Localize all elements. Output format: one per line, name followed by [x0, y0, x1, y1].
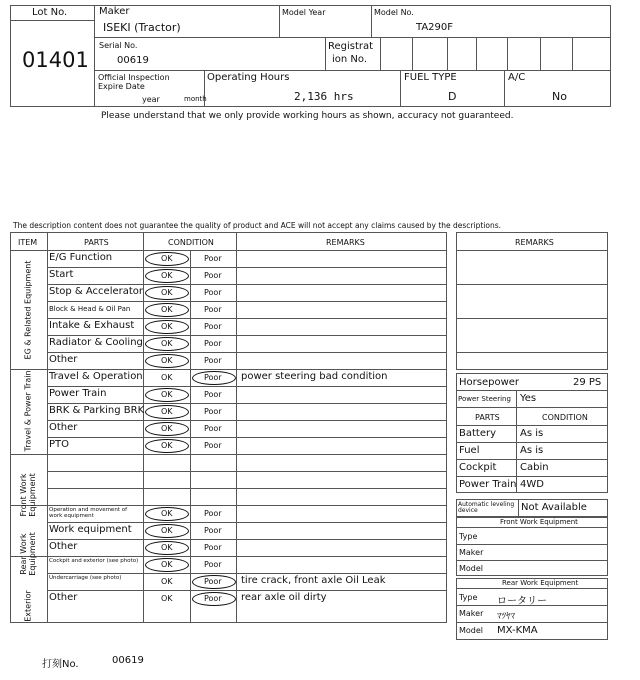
divider: [47, 232, 48, 623]
divider: [10, 250, 447, 251]
divider: [456, 622, 608, 623]
divider: [456, 407, 608, 408]
ok-label: OK: [161, 407, 173, 416]
ok-circle-mark: [145, 388, 189, 402]
divider: [507, 37, 508, 70]
cockpit-label: Cockpit: [459, 462, 497, 473]
row-divider: [47, 522, 447, 523]
row-divider: [47, 573, 447, 574]
poor-label: Poor: [204, 322, 222, 331]
row-divider: [47, 437, 447, 438]
row-divider: [47, 539, 447, 540]
row-divider: [10, 369, 447, 370]
horsepower-value: 29 PS: [573, 377, 602, 388]
rear-model-label: Model: [459, 626, 484, 635]
ok-label: OK: [161, 373, 173, 382]
divider: [504, 70, 505, 107]
poor-circle-mark: [192, 575, 236, 589]
front-model-label: Model: [459, 564, 484, 573]
divider: [456, 425, 608, 426]
divider: [94, 5, 95, 107]
ok-label: OK: [161, 322, 173, 331]
divider: [456, 284, 608, 285]
divider: [456, 588, 608, 589]
row-part: BRK & Parking BRK: [49, 405, 145, 416]
ok-label: OK: [161, 356, 173, 365]
ok-label: OK: [161, 509, 173, 518]
row-part: Block & Head & Oil Pan: [49, 305, 131, 313]
month-label: month: [184, 95, 207, 103]
poor-label: Poor: [204, 441, 222, 450]
ok-label: OK: [161, 390, 173, 399]
divider: [371, 5, 372, 37]
divider: [456, 459, 608, 460]
rear-maker-label: Maker: [459, 609, 484, 618]
serial-label: Serial No.: [99, 41, 138, 50]
divider: [143, 232, 144, 623]
ok-label: OK: [161, 254, 173, 263]
group-rear-work: Rear Work Equipment: [19, 532, 37, 576]
ok-label: OK: [161, 560, 173, 569]
inspection-label-1: Official Inspection: [98, 73, 170, 82]
poor-label: Poor: [204, 288, 222, 297]
divider: [279, 5, 280, 37]
registration-label-1: Registrat: [328, 41, 374, 52]
row-divider: [47, 471, 447, 472]
poor-label: Poor: [204, 509, 222, 518]
rear-type-value: ロータリー: [497, 596, 547, 607]
ok-label: OK: [161, 441, 173, 450]
poor-label: Poor: [204, 424, 222, 433]
front-work-header: Front Work Equipment: [500, 518, 578, 526]
row-part: Cockpit and exterior (see photo): [49, 558, 139, 564]
hours-label: Operating Hours: [207, 72, 290, 83]
row-divider: [10, 505, 447, 506]
front-type-label: Type: [459, 532, 478, 541]
ok-circle-mark: [145, 558, 189, 572]
divider: [572, 37, 573, 70]
ok-label: OK: [161, 577, 173, 586]
condition-header: CONDITION: [542, 413, 588, 422]
auto-leveling-value: Not Available: [521, 502, 587, 513]
horsepower-label: Horsepower: [459, 377, 520, 388]
power-train-value: 4WD: [520, 479, 544, 490]
group-eg-related: EG & Related Equipment: [23, 260, 33, 360]
col-item-header: ITEM: [18, 238, 38, 247]
divider: [94, 37, 611, 38]
row-divider: [47, 403, 447, 404]
ok-label: OK: [161, 305, 173, 314]
divider: [456, 352, 608, 353]
power-train-label: Power Train: [459, 479, 517, 490]
registration-label-2: ion No.: [332, 54, 368, 65]
group-exterior: Exterior: [23, 590, 33, 622]
row-divider: [10, 556, 447, 557]
divider: [476, 37, 477, 70]
ok-label: OK: [161, 339, 173, 348]
ok-label: OK: [161, 424, 173, 433]
row-part: Power Train: [49, 388, 107, 399]
lot-label: Lot No.: [32, 7, 68, 18]
serial-value: 00619: [117, 55, 149, 66]
divider: [400, 70, 401, 107]
row-part: Work equipment: [49, 524, 132, 535]
divider: [10, 20, 94, 21]
divider: [94, 70, 611, 71]
divider: [518, 499, 519, 517]
ok-label: OK: [161, 526, 173, 535]
ok-circle-mark: [145, 320, 189, 334]
group-travel-power: Travel & Power Train: [23, 370, 33, 452]
ac-value: No: [552, 90, 567, 103]
hours-value: 2,136 hrs: [294, 90, 354, 103]
stamp-value: 00619: [112, 655, 144, 666]
ok-circle-mark: [145, 286, 189, 300]
divider: [456, 560, 608, 561]
group-front-work: Front Work Equipment: [19, 473, 37, 517]
divider: [325, 37, 326, 70]
hours-note: Please understand that we only provide working hours as shown, accuracy not guaranteed.: [101, 111, 514, 121]
right-remarks-header: REMARKS: [515, 238, 554, 247]
ok-circle-mark: [145, 303, 189, 317]
divider: [447, 37, 448, 70]
parts-header: PARTS: [475, 413, 500, 422]
poor-label: Poor: [204, 594, 222, 603]
row-divider: [47, 335, 447, 336]
ac-label: A/C: [508, 72, 526, 83]
row-part: Other: [49, 592, 78, 603]
poor-label: Poor: [204, 407, 222, 416]
row-part: Stop & Accelerator: [49, 286, 144, 297]
inspection-label-2: Expire Date: [98, 82, 145, 91]
power-steering-label: Power Steering: [458, 395, 511, 403]
poor-label: Poor: [204, 373, 222, 382]
row-part: Intake & Exhaust: [49, 320, 135, 331]
row-part: Other: [49, 541, 78, 552]
divider: [456, 544, 608, 545]
divider: [540, 37, 541, 70]
poor-label: Poor: [204, 526, 222, 535]
poor-circle-mark: [192, 592, 236, 606]
fuel-label-right: Fuel: [459, 445, 480, 456]
divider: [516, 390, 517, 493]
divider: [380, 37, 381, 70]
row-part: Undercarriage (see photo): [49, 575, 122, 581]
model-no-label: Model No.: [374, 8, 414, 17]
ok-label: OK: [161, 271, 173, 280]
ok-circle-mark: [145, 422, 189, 436]
maker-label: Maker: [99, 6, 130, 17]
ok-circle-mark: [145, 439, 189, 453]
row-divider: [47, 301, 447, 302]
model-year-label: Model Year: [282, 8, 326, 17]
row-divider: [47, 488, 447, 489]
rear-model-value: MX-KMA: [497, 625, 538, 636]
ok-circle-mark: [145, 252, 189, 266]
disclaimer: The description content does not guarantee the quality of product and ACE will not accept any claims caused by the descriptions.: [13, 221, 502, 230]
ok-label: OK: [161, 288, 173, 297]
ok-circle-mark: [145, 524, 189, 538]
ok-circle-mark: [145, 405, 189, 419]
row-part: Radiator & Cooling: [49, 337, 143, 348]
maker-value: ISEKI (Tractor): [103, 21, 181, 34]
battery-label: Battery: [459, 428, 497, 439]
row-divider: [47, 267, 447, 268]
row-divider: [47, 590, 447, 591]
ok-circle-mark: [145, 337, 189, 351]
row-divider: [10, 454, 447, 455]
poor-label: Poor: [204, 254, 222, 263]
col-remarks-header: REMARKS: [326, 238, 365, 247]
poor-label: Poor: [204, 305, 222, 314]
row-part: PTO: [49, 439, 70, 450]
row-remark: rear axle oil dirty: [241, 592, 327, 603]
model-no-value: TA290F: [416, 22, 454, 33]
auto-leveling-label: Automatic leveling device: [458, 501, 515, 514]
divider: [236, 232, 237, 623]
row-divider: [47, 318, 447, 319]
lot-number: 01401: [22, 48, 89, 72]
divider: [456, 527, 608, 528]
ok-circle-mark: [145, 354, 189, 368]
ok-circle-mark: [145, 507, 189, 521]
row-part: Other: [49, 422, 78, 433]
rear-maker-value: ﾏﾂﾔﾏ: [497, 612, 516, 622]
poor-label: Poor: [204, 339, 222, 348]
fuel-value-right: As is: [520, 445, 544, 456]
rear-type-label: Type: [459, 593, 478, 602]
stamp-label: 打刻No.: [42, 659, 79, 670]
ok-circle-mark: [145, 269, 189, 283]
row-part: Operation and movement of work equipment: [49, 507, 128, 519]
fuel-value: D: [448, 90, 457, 103]
divider: [412, 37, 413, 70]
col-condition-header: CONDITION: [168, 238, 214, 247]
ok-circle-mark: [145, 541, 189, 555]
row-part: E/G Function: [49, 252, 113, 263]
row-divider: [47, 386, 447, 387]
poor-circle-mark: [192, 371, 236, 385]
row-remark: power steering bad condition: [241, 371, 388, 382]
poor-label: Poor: [204, 271, 222, 280]
row-divider: [47, 284, 447, 285]
power-steering-value: Yes: [520, 393, 537, 404]
divider: [456, 318, 608, 319]
ok-label: OK: [161, 594, 173, 603]
battery-value: As is: [520, 428, 544, 439]
poor-label: Poor: [204, 390, 222, 399]
row-remark: tire crack, front axle Oil Leak: [241, 575, 386, 586]
right-remarks-box: [456, 232, 608, 370]
row-part: Other: [49, 354, 78, 365]
row-divider: [47, 420, 447, 421]
divider: [456, 390, 608, 391]
front-maker-label: Maker: [459, 548, 484, 557]
poor-label: Poor: [204, 543, 222, 552]
row-part: Travel & Operation: [49, 371, 143, 382]
year-label: year: [142, 95, 160, 104]
divider: [456, 476, 608, 477]
ok-label: OK: [161, 543, 173, 552]
row-divider: [47, 352, 447, 353]
poor-label: Poor: [204, 577, 222, 586]
rear-work-header: Rear Work Equipment: [502, 579, 579, 587]
poor-label: Poor: [204, 560, 222, 569]
fuel-label: FUEL TYPE: [404, 72, 457, 83]
row-part: Start: [49, 269, 74, 280]
divider: [456, 250, 608, 251]
divider: [456, 442, 608, 443]
col-parts-header: PARTS: [84, 238, 109, 247]
poor-label: Poor: [204, 356, 222, 365]
cockpit-value: Cabin: [520, 462, 549, 473]
